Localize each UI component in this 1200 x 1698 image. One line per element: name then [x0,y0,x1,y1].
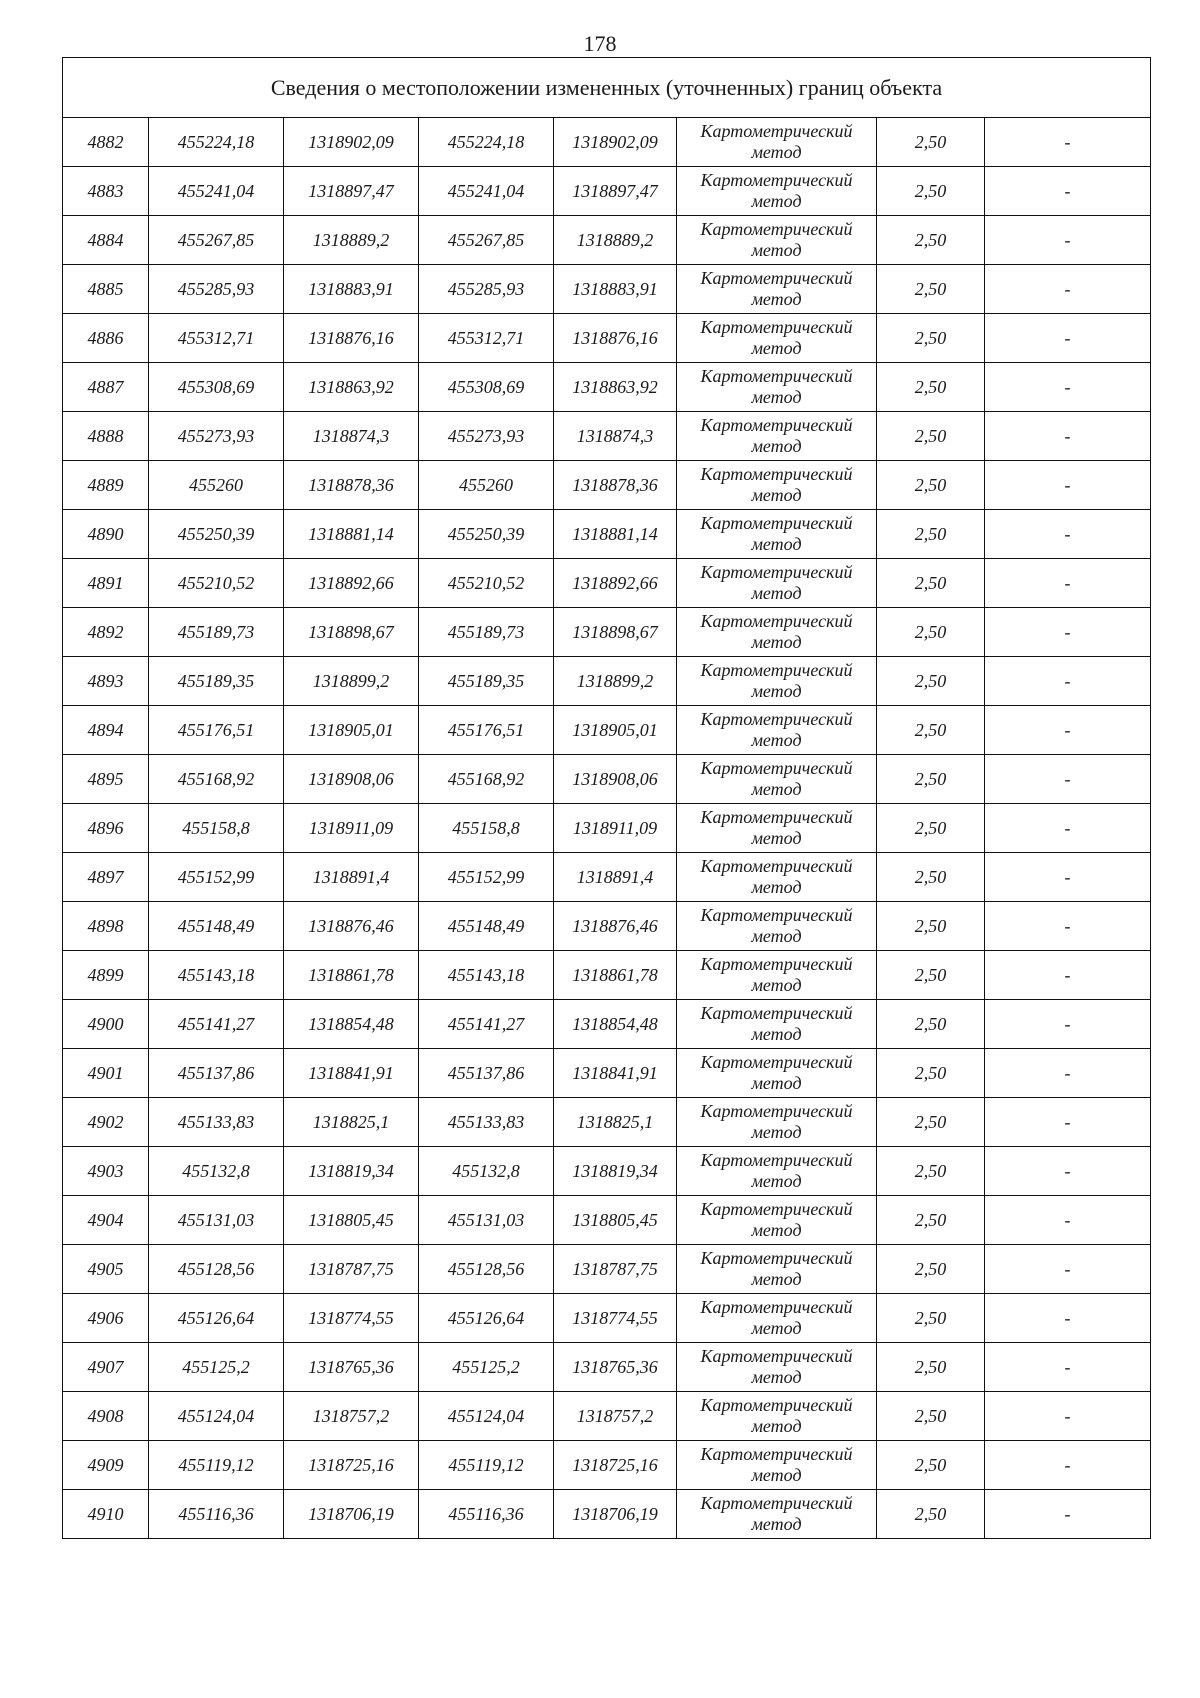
new-y-cell: 1318861,78 [554,951,677,1000]
point-number-cell: 4885 [63,265,149,314]
point-number-cell: 4903 [63,1147,149,1196]
point-number-cell: 4892 [63,608,149,657]
method-cell: Картометрический метод [677,902,877,951]
existing-x-cell: 455124,04 [149,1392,284,1441]
table-row [63,118,1151,167]
precision-cell: 2,50 [877,1441,985,1490]
existing-y-cell: 1318861,78 [284,951,419,1000]
existing-x-cell: 455168,92 [149,755,284,804]
new-y-cell: 1318899,2 [554,657,677,706]
existing-y-cell: 1318883,91 [284,265,419,314]
existing-x-cell: 455241,04 [149,167,284,216]
precision-cell: 2,50 [877,1147,985,1196]
table-row [63,265,1151,314]
description-cell: - [985,1490,1151,1539]
precision-cell: 2,50 [877,265,985,314]
point-number-cell: 4901 [63,1049,149,1098]
new-y-cell: 1318881,14 [554,510,677,559]
existing-y-cell: 1318841,91 [284,1049,419,1098]
method-cell: Картометрический метод [677,1490,877,1539]
new-x-cell: 455148,49 [419,902,554,951]
point-number-cell: 4907 [63,1343,149,1392]
point-number-cell: 4898 [63,902,149,951]
point-number-cell: 4897 [63,853,149,902]
new-y-cell: 1318725,16 [554,1441,677,1490]
description-cell: - [985,1245,1151,1294]
point-number-cell: 4883 [63,167,149,216]
method-cell: Картометрический метод [677,314,877,363]
new-x-cell: 455141,27 [419,1000,554,1049]
table-row [63,1000,1151,1049]
existing-y-cell: 1318908,06 [284,755,419,804]
new-x-cell: 455210,52 [419,559,554,608]
description-cell: - [985,657,1151,706]
method-cell: Картометрический метод [677,216,877,265]
method-cell: Картометрический метод [677,1343,877,1392]
point-number-cell: 4910 [63,1490,149,1539]
new-x-cell: 455224,18 [419,118,554,167]
table-row [63,755,1151,804]
description-cell: - [985,951,1151,1000]
new-y-cell: 1318876,16 [554,314,677,363]
new-x-cell: 455189,73 [419,608,554,657]
table-row [63,1441,1151,1490]
method-cell: Картометрический метод [677,559,877,608]
table-row [63,1343,1151,1392]
precision-cell: 2,50 [877,804,985,853]
method-cell: Картометрический метод [677,363,877,412]
existing-y-cell: 1318878,36 [284,461,419,510]
precision-cell: 2,50 [877,1343,985,1392]
table-row [63,853,1151,902]
description-cell: - [985,265,1151,314]
new-x-cell: 455267,85 [419,216,554,265]
existing-x-cell: 455273,93 [149,412,284,461]
existing-x-cell: 455176,51 [149,706,284,755]
description-cell: - [985,1392,1151,1441]
precision-cell: 2,50 [877,951,985,1000]
boundary-coordinates-table [62,57,1151,1539]
existing-x-cell: 455224,18 [149,118,284,167]
new-y-cell: 1318841,91 [554,1049,677,1098]
table-row [63,216,1151,265]
description-cell: - [985,1343,1151,1392]
precision-cell: 2,50 [877,1196,985,1245]
existing-x-cell: 455132,8 [149,1147,284,1196]
existing-y-cell: 1318757,2 [284,1392,419,1441]
existing-x-cell: 455125,2 [149,1343,284,1392]
method-cell: Картометрический метод [677,657,877,706]
method-cell: Картометрический метод [677,461,877,510]
existing-y-cell: 1318774,55 [284,1294,419,1343]
new-y-cell: 1318874,3 [554,412,677,461]
description-cell: - [985,1294,1151,1343]
new-y-cell: 1318765,36 [554,1343,677,1392]
existing-y-cell: 1318889,2 [284,216,419,265]
new-x-cell: 455260 [419,461,554,510]
precision-cell: 2,50 [877,902,985,951]
description-cell: - [985,706,1151,755]
precision-cell: 2,50 [877,1049,985,1098]
table-row [63,510,1151,559]
description-cell: - [985,510,1151,559]
new-y-cell: 1318889,2 [554,216,677,265]
description-cell: - [985,216,1151,265]
table-row [63,951,1151,1000]
table-row [63,1392,1151,1441]
precision-cell: 2,50 [877,657,985,706]
table-row [63,608,1151,657]
existing-y-cell: 1318892,66 [284,559,419,608]
description-cell: - [985,167,1151,216]
existing-y-cell: 1318874,3 [284,412,419,461]
new-x-cell: 455308,69 [419,363,554,412]
description-cell: - [985,608,1151,657]
table-row [63,1490,1151,1539]
table-header-row [63,58,1151,118]
point-number-cell: 4887 [63,363,149,412]
new-x-cell: 455241,04 [419,167,554,216]
new-x-cell: 455312,71 [419,314,554,363]
description-cell: - [985,118,1151,167]
point-number-cell: 4893 [63,657,149,706]
table-row [63,902,1151,951]
point-number-cell: 4900 [63,1000,149,1049]
existing-y-cell: 1318897,47 [284,167,419,216]
existing-y-cell: 1318891,4 [284,853,419,902]
point-number-cell: 4905 [63,1245,149,1294]
new-y-cell: 1318905,01 [554,706,677,755]
new-x-cell: 455125,2 [419,1343,554,1392]
point-number-cell: 4906 [63,1294,149,1343]
precision-cell: 2,50 [877,216,985,265]
point-number-cell: 4896 [63,804,149,853]
method-cell: Картометрический метод [677,853,877,902]
method-cell: Картометрический метод [677,1147,877,1196]
new-y-cell: 1318819,34 [554,1147,677,1196]
existing-x-cell: 455210,52 [149,559,284,608]
point-number-cell: 4886 [63,314,149,363]
precision-cell: 2,50 [877,412,985,461]
existing-x-cell: 455143,18 [149,951,284,1000]
precision-cell: 2,50 [877,1294,985,1343]
description-cell: - [985,412,1151,461]
description-cell: - [985,1049,1151,1098]
table-row [63,314,1151,363]
precision-cell: 2,50 [877,1490,985,1539]
method-cell: Картометрический метод [677,265,877,314]
method-cell: Картометрический метод [677,118,877,167]
page-number: 178 [583,31,617,56]
method-cell: Картометрический метод [677,1098,877,1147]
new-y-cell: 1318787,75 [554,1245,677,1294]
point-number-cell: 4899 [63,951,149,1000]
precision-cell: 2,50 [877,1245,985,1294]
existing-x-cell: 455148,49 [149,902,284,951]
existing-x-cell: 455250,39 [149,510,284,559]
new-x-cell: 455137,86 [419,1049,554,1098]
new-y-cell: 1318897,47 [554,167,677,216]
method-cell: Картометрический метод [677,1294,877,1343]
existing-y-cell: 1318911,09 [284,804,419,853]
new-x-cell: 455152,99 [419,853,554,902]
method-cell: Картометрический метод [677,1000,877,1049]
new-x-cell: 455124,04 [419,1392,554,1441]
table-title: Сведения о местоположении измененных (уточненных) границ объекта [63,58,1151,118]
table-row [63,1294,1151,1343]
table-row [63,1147,1151,1196]
new-x-cell: 455126,64 [419,1294,554,1343]
method-cell: Картометрический метод [677,1392,877,1441]
point-number-cell: 4909 [63,1441,149,1490]
point-number-cell: 4894 [63,706,149,755]
existing-y-cell: 1318706,19 [284,1490,419,1539]
new-y-cell: 1318825,1 [554,1098,677,1147]
point-number-cell: 4904 [63,1196,149,1245]
precision-cell: 2,50 [877,559,985,608]
existing-y-cell: 1318876,46 [284,902,419,951]
method-cell: Картометрический метод [677,706,877,755]
method-cell: Картометрический метод [677,1196,877,1245]
precision-cell: 2,50 [877,755,985,804]
existing-x-cell: 455141,27 [149,1000,284,1049]
table-row [63,363,1151,412]
precision-cell: 2,50 [877,706,985,755]
precision-cell: 2,50 [877,1392,985,1441]
table-row [63,1098,1151,1147]
existing-y-cell: 1318787,75 [284,1245,419,1294]
method-cell: Картометрический метод [677,167,877,216]
new-x-cell: 455189,35 [419,657,554,706]
precision-cell: 2,50 [877,363,985,412]
new-y-cell: 1318911,09 [554,804,677,853]
existing-x-cell: 455158,8 [149,804,284,853]
new-x-cell: 455168,92 [419,755,554,804]
table-row [63,804,1151,853]
existing-y-cell: 1318899,2 [284,657,419,706]
existing-x-cell: 455133,83 [149,1098,284,1147]
table-row [63,461,1151,510]
new-y-cell: 1318774,55 [554,1294,677,1343]
existing-y-cell: 1318765,36 [284,1343,419,1392]
precision-cell: 2,50 [877,314,985,363]
method-cell: Картометрический метод [677,608,877,657]
description-cell: - [985,755,1151,804]
new-x-cell: 455131,03 [419,1196,554,1245]
description-cell: - [985,1098,1151,1147]
new-x-cell: 455285,93 [419,265,554,314]
existing-x-cell: 455119,12 [149,1441,284,1490]
new-x-cell: 455128,56 [419,1245,554,1294]
existing-x-cell: 455131,03 [149,1196,284,1245]
point-number-cell: 4895 [63,755,149,804]
new-y-cell: 1318863,92 [554,363,677,412]
method-cell: Картометрический метод [677,510,877,559]
existing-y-cell: 1318854,48 [284,1000,419,1049]
description-cell: - [985,363,1151,412]
existing-y-cell: 1318902,09 [284,118,419,167]
existing-y-cell: 1318825,1 [284,1098,419,1147]
point-number-cell: 4882 [63,118,149,167]
table-row [63,412,1151,461]
existing-x-cell: 455312,71 [149,314,284,363]
existing-x-cell: 455189,73 [149,608,284,657]
table-row [63,559,1151,608]
new-y-cell: 1318876,46 [554,902,677,951]
existing-x-cell: 455285,93 [149,265,284,314]
new-x-cell: 455133,83 [419,1098,554,1147]
new-y-cell: 1318706,19 [554,1490,677,1539]
table-row [63,657,1151,706]
description-cell: - [985,1000,1151,1049]
point-number-cell: 4902 [63,1098,149,1147]
method-cell: Картометрический метод [677,1049,877,1098]
description-cell: - [985,314,1151,363]
new-x-cell: 455250,39 [419,510,554,559]
new-y-cell: 1318892,66 [554,559,677,608]
existing-x-cell: 455308,69 [149,363,284,412]
description-cell: - [985,559,1151,608]
table-row [63,706,1151,755]
point-number-cell: 4908 [63,1392,149,1441]
point-number-cell: 4888 [63,412,149,461]
existing-x-cell: 455128,56 [149,1245,284,1294]
table-row [63,1196,1151,1245]
new-y-cell: 1318878,36 [554,461,677,510]
description-cell: - [985,461,1151,510]
new-y-cell: 1318883,91 [554,265,677,314]
table-row [63,1049,1151,1098]
precision-cell: 2,50 [877,853,985,902]
existing-x-cell: 455152,99 [149,853,284,902]
new-x-cell: 455143,18 [419,951,554,1000]
precision-cell: 2,50 [877,510,985,559]
precision-cell: 2,50 [877,118,985,167]
description-cell: - [985,853,1151,902]
new-y-cell: 1318805,45 [554,1196,677,1245]
method-cell: Картометрический метод [677,1245,877,1294]
new-y-cell: 1318902,09 [554,118,677,167]
existing-x-cell: 455137,86 [149,1049,284,1098]
existing-y-cell: 1318898,67 [284,608,419,657]
precision-cell: 2,50 [877,608,985,657]
description-cell: - [985,804,1151,853]
existing-y-cell: 1318863,92 [284,363,419,412]
precision-cell: 2,50 [877,1000,985,1049]
description-cell: - [985,1196,1151,1245]
description-cell: - [985,1441,1151,1490]
existing-y-cell: 1318876,16 [284,314,419,363]
point-number-cell: 4891 [63,559,149,608]
new-x-cell: 455176,51 [419,706,554,755]
new-y-cell: 1318898,67 [554,608,677,657]
existing-x-cell: 455116,36 [149,1490,284,1539]
existing-y-cell: 1318805,45 [284,1196,419,1245]
precision-cell: 2,50 [877,167,985,216]
precision-cell: 2,50 [877,1098,985,1147]
existing-y-cell: 1318725,16 [284,1441,419,1490]
method-cell: Картометрический метод [677,412,877,461]
new-x-cell: 455116,36 [419,1490,554,1539]
existing-y-cell: 1318905,01 [284,706,419,755]
existing-x-cell: 455267,85 [149,216,284,265]
existing-x-cell: 455260 [149,461,284,510]
table-row [63,1245,1151,1294]
new-y-cell: 1318891,4 [554,853,677,902]
description-cell: - [985,1147,1151,1196]
description-cell: - [985,902,1151,951]
existing-y-cell: 1318819,34 [284,1147,419,1196]
method-cell: Картометрический метод [677,755,877,804]
new-x-cell: 455273,93 [419,412,554,461]
point-number-cell: 4884 [63,216,149,265]
point-number-cell: 4889 [63,461,149,510]
point-number-cell: 4890 [63,510,149,559]
existing-y-cell: 1318881,14 [284,510,419,559]
new-x-cell: 455119,12 [419,1441,554,1490]
method-cell: Картометрический метод [677,1441,877,1490]
existing-x-cell: 455189,35 [149,657,284,706]
new-y-cell: 1318757,2 [554,1392,677,1441]
table-row [63,167,1151,216]
method-cell: Картометрический метод [677,804,877,853]
new-y-cell: 1318854,48 [554,1000,677,1049]
new-y-cell: 1318908,06 [554,755,677,804]
new-x-cell: 455132,8 [419,1147,554,1196]
new-x-cell: 455158,8 [419,804,554,853]
precision-cell: 2,50 [877,461,985,510]
existing-x-cell: 455126,64 [149,1294,284,1343]
method-cell: Картометрический метод [677,951,877,1000]
